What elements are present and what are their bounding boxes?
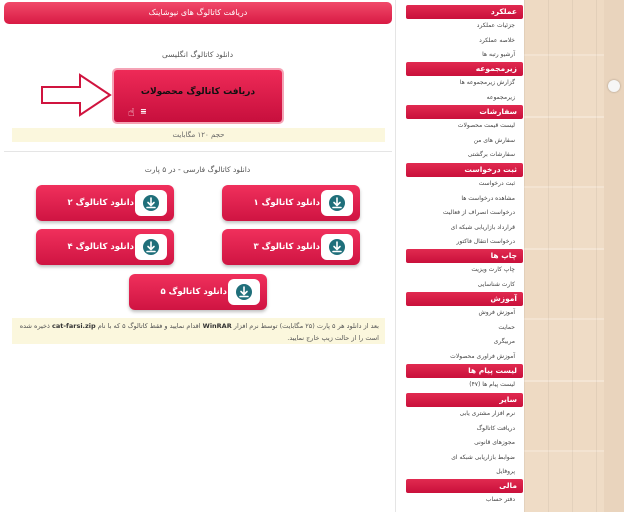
sidebar-section-messages xyxy=(406,364,523,393)
sidebar-item-catalog[interactable]: دریافت کاتالوگ xyxy=(476,424,515,432)
sidebar-item-subset-report[interactable]: گزارش زیرمجموعه ها xyxy=(459,79,515,86)
sidebar-section-prints xyxy=(406,249,523,292)
sidebar-item-marketing-contract[interactable]: قرارداد بازاریابی شبکه ای xyxy=(450,223,515,231)
sidebar-item-processing-training[interactable]: آموزش فراوری محصولات xyxy=(450,352,515,360)
sidebar-section-subsets xyxy=(406,62,523,105)
sidebar-item-id-card[interactable]: کارت شناسایی xyxy=(477,280,515,288)
sidebar-item-invoice-transfer[interactable]: درخواست انتقال فاکتور xyxy=(456,238,515,245)
sidebar-section-title: لیست پیام ها xyxy=(406,364,523,378)
sidebar-item-marketing-rules[interactable]: ضوابط بازاریابی شبکه ای xyxy=(451,453,515,461)
note-text-line2: است را از حالت زیپ خارج نمایید. xyxy=(287,334,379,342)
scrollbar-track[interactable] xyxy=(604,0,624,512)
download-icon xyxy=(135,190,167,216)
sidebar-item-price-list[interactable]: لیست قیمت محصولات xyxy=(457,122,515,129)
hand-cursor-icon: ☝ xyxy=(128,106,135,119)
extraction-note xyxy=(12,318,385,344)
note-filename: cat-farsi.zip xyxy=(51,322,96,330)
farsi-catalog-title: دانلود کاتالوگ فارسی - در ۵ پارت xyxy=(144,165,251,174)
download-catalog-3-button[interactable] xyxy=(222,229,360,265)
download-product-catalog-label: دریافت کاتالوگ محصولات xyxy=(140,87,256,97)
sidebar-item-message-list[interactable]: لیست پیام ها (۴۷) xyxy=(469,381,515,388)
note-text-3: ذخیره شده xyxy=(19,322,52,330)
download-product-catalog-button[interactable] xyxy=(114,70,282,122)
sidebar-item-sales-training[interactable]: آموزش فروش xyxy=(478,309,515,316)
note-text-2: اقدام نمایید و فقط کاتالوگ ۵ که با نام xyxy=(95,322,203,330)
download-catalog-1-label: دانلود کاتالوگ ۱ xyxy=(253,198,320,208)
sidebar-item-view-requests[interactable]: مشاهده درخواست ها xyxy=(461,194,515,202)
download-catalog-2-label: دانلود کاتالوگ ۲ xyxy=(67,198,134,208)
section-divider xyxy=(4,151,392,152)
english-catalog-title: دانلود کاتالوگ انگلیسی xyxy=(161,50,234,59)
sidebar-section-other xyxy=(406,393,523,480)
sidebar-section-finance xyxy=(406,479,523,508)
download-icon xyxy=(228,279,260,305)
sidebar-item-subset[interactable]: زیرمجموعه xyxy=(486,93,515,101)
sidebar-item-account-book[interactable]: دفتر حساب xyxy=(485,496,515,503)
sidebar-section-title: سایر xyxy=(406,393,523,407)
sidebar-section-title: آموزش xyxy=(406,292,523,306)
sidebar-item-submit-request[interactable]: ثبت درخواست xyxy=(478,180,515,187)
sidebar-item-my-orders[interactable]: سفارش های من xyxy=(473,136,515,144)
download-catalog-4-label: دانلود کاتالوگ ۴ xyxy=(67,242,134,252)
sidebar-section-title: چاپ ها xyxy=(406,249,523,263)
sidebar-section-title: زیرمجموعه xyxy=(406,62,523,76)
download-catalog-3-label: دانلود کاتالوگ ۳ xyxy=(253,242,320,252)
download-icon xyxy=(135,234,167,260)
sidebar-item-support[interactable]: حمایت xyxy=(498,323,515,331)
content-divider xyxy=(395,0,396,512)
sidebar-item-legal-permits[interactable]: مجوزهای قانونی xyxy=(474,439,515,446)
download-icon xyxy=(321,234,353,260)
sidebar-item-cancel-activity[interactable]: درخواست انصراف از فعالیت xyxy=(442,209,515,216)
download-catalog-5-label: دانلود کاتالوگ ۵ xyxy=(160,287,227,297)
sidebar-item-rank-archive[interactable]: آرشیو رتبه ها xyxy=(482,51,515,58)
download-icon xyxy=(321,190,353,216)
sidebar-item-coaching[interactable]: مربیگری xyxy=(493,338,515,345)
sidebar-item-returned-orders[interactable]: سفارشات برگشتی xyxy=(467,151,515,158)
sidebar-section-title: مالی xyxy=(406,479,523,493)
sidebar-item-customer-finder[interactable]: نرم افزار مشتری یابی xyxy=(459,410,515,417)
sidebar-section-title: ثبت درخواست xyxy=(406,163,523,177)
english-catalog-size: حجم ۱۲۰ مگابایت xyxy=(12,128,385,142)
sidebar-section-performance xyxy=(406,5,523,63)
arrow-right-icon xyxy=(40,73,112,117)
note-text-1: بعد از دانلود هر ۵ پارت (۲۵ مگابایت) توسط نرم افزار xyxy=(231,322,379,330)
click-lines-icon: ≡ xyxy=(140,107,147,116)
download-catalog-1-button[interactable] xyxy=(222,185,360,221)
sidebar-section-title: سفارشات xyxy=(406,105,523,119)
sidebar-item-performance-summary[interactable]: خلاصه عملکرد xyxy=(479,36,515,44)
sidebar-section-orders xyxy=(406,105,523,163)
sidebar-item-print-card[interactable]: چاپ کارت ویزیت xyxy=(471,266,515,273)
sidebar-section-title: عملکرد xyxy=(406,5,523,19)
sidebar-section-requests xyxy=(406,163,523,250)
download-catalog-5-button[interactable] xyxy=(129,274,267,310)
page-title: دریافت کاتالوگ های نیوشاینک xyxy=(4,2,392,24)
download-catalog-2-button[interactable] xyxy=(36,185,174,221)
sidebar-section-training xyxy=(406,292,523,364)
download-catalog-4-button[interactable] xyxy=(36,229,174,265)
sidebar-item-profile[interactable]: پروفایل xyxy=(496,468,515,475)
note-winrar: WinRAR xyxy=(202,322,232,330)
scrollbar-thumb[interactable] xyxy=(608,80,620,92)
sidebar-item-performance-details[interactable]: جزئیات عملکرد xyxy=(476,22,515,29)
